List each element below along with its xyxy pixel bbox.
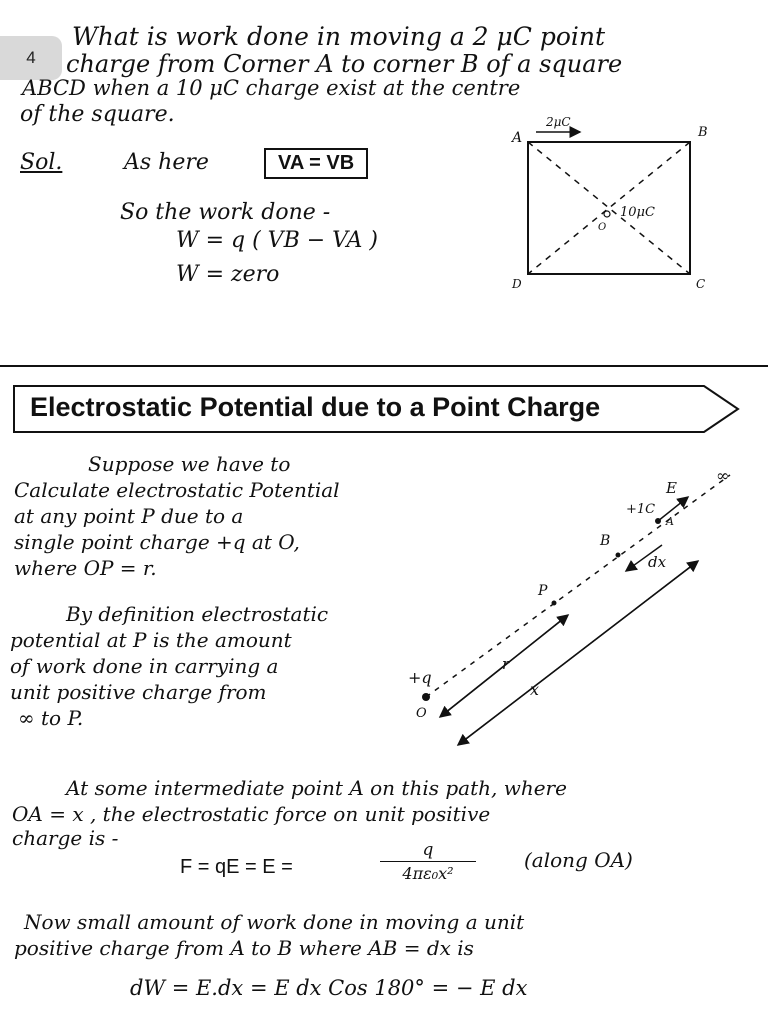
corner-b-label: B [698, 125, 708, 140]
para4-line-2: positive charge from A to B where AB = dx is [14, 936, 474, 960]
work-equation: W = q ( VB − VA ) [176, 228, 379, 253]
question-line-1: What is work done in moving a 2 μC point [72, 22, 606, 51]
para2-line-5: ∞ to P. [18, 706, 84, 730]
section-banner [12, 384, 728, 434]
work-done-intro: So the work done - [120, 200, 331, 225]
diagonal-ac [528, 142, 690, 274]
solution-label: Sol. [20, 150, 63, 175]
origin-label: O [416, 706, 427, 721]
path-line [426, 475, 730, 697]
para4-line-1: Now small amount of work done in moving a unit [24, 910, 525, 934]
para1-line-5: where OP = r. [14, 556, 157, 580]
fraction-denominator: 4πε₀x² [402, 864, 454, 883]
fraction-numerator: q [380, 840, 476, 862]
source-charge-label: +q [408, 668, 432, 687]
point-p-dot [552, 601, 557, 606]
point-p-label: P [538, 583, 548, 599]
square-diagram [500, 110, 720, 300]
section-title: Electrostatic Potential due to a Point Charge [30, 392, 601, 422]
para3-line-2: OA = x , the electrostatic force on unit positive [12, 802, 491, 826]
infinity-label: ∞ [716, 466, 730, 485]
dw-equation: dW = E.dx = E dx Cos 180° = − E dx [130, 976, 528, 1000]
unit-charge-label: +1C [626, 502, 656, 517]
para1-line-4: single point charge +q at O, [14, 530, 300, 554]
para3-line-1: At some intermediate point A on this path, where [66, 776, 567, 800]
para1-line-3: at any point P due to a [14, 504, 244, 528]
moving-charge-label: 2μC [546, 115, 571, 129]
point-b-label: B [600, 533, 611, 549]
force-equation: F = qE = E = [180, 856, 293, 878]
point-a-label: A [666, 515, 674, 528]
source-charge-dot [422, 693, 430, 701]
x-label: x [530, 680, 540, 699]
along-oa-note: (along OA) [524, 848, 633, 872]
point-b-dot [616, 553, 621, 558]
center-charge-label: 10μC [620, 205, 655, 220]
field-label: E [666, 479, 677, 497]
para3-line-3: charge is - [12, 826, 119, 850]
diagonal-bd [528, 142, 690, 274]
boxed-equation: VA = VB [264, 148, 368, 179]
as-here-text: As here [124, 150, 209, 175]
para2-line-4: unit positive charge from [10, 680, 267, 704]
corner-c-label: C [696, 277, 706, 291]
page-number-badge: 4 [0, 36, 62, 80]
r-label: r [502, 655, 510, 673]
para2-line-3: of work done in carrying a [10, 654, 279, 678]
para1-line-1: Suppose we have to [88, 452, 291, 476]
center-point [604, 211, 610, 217]
force-fraction [380, 840, 476, 883]
para2-line-1: By definition electrostatic [66, 602, 329, 626]
para2-line-2: potential at P is the amount [10, 628, 292, 652]
square-outline [528, 142, 690, 274]
x-arrow-back [458, 561, 698, 745]
center-point-label: O [598, 222, 607, 233]
corner-a-label: A [512, 130, 523, 146]
para1-line-2: Calculate electrostatic Potential [14, 478, 340, 502]
question-line-4: of the square. [20, 102, 175, 127]
question-line-2: charge from Corner A to corner B of a square [66, 50, 623, 78]
work-result: W = zero [176, 262, 280, 287]
question-line-3: ABCD when a 10 μC charge exist at the centre [22, 76, 521, 100]
dx-label: dx [648, 553, 667, 571]
corner-d-label: D [512, 277, 522, 291]
potential-path-diagram [400, 455, 750, 755]
section-divider [0, 365, 768, 367]
